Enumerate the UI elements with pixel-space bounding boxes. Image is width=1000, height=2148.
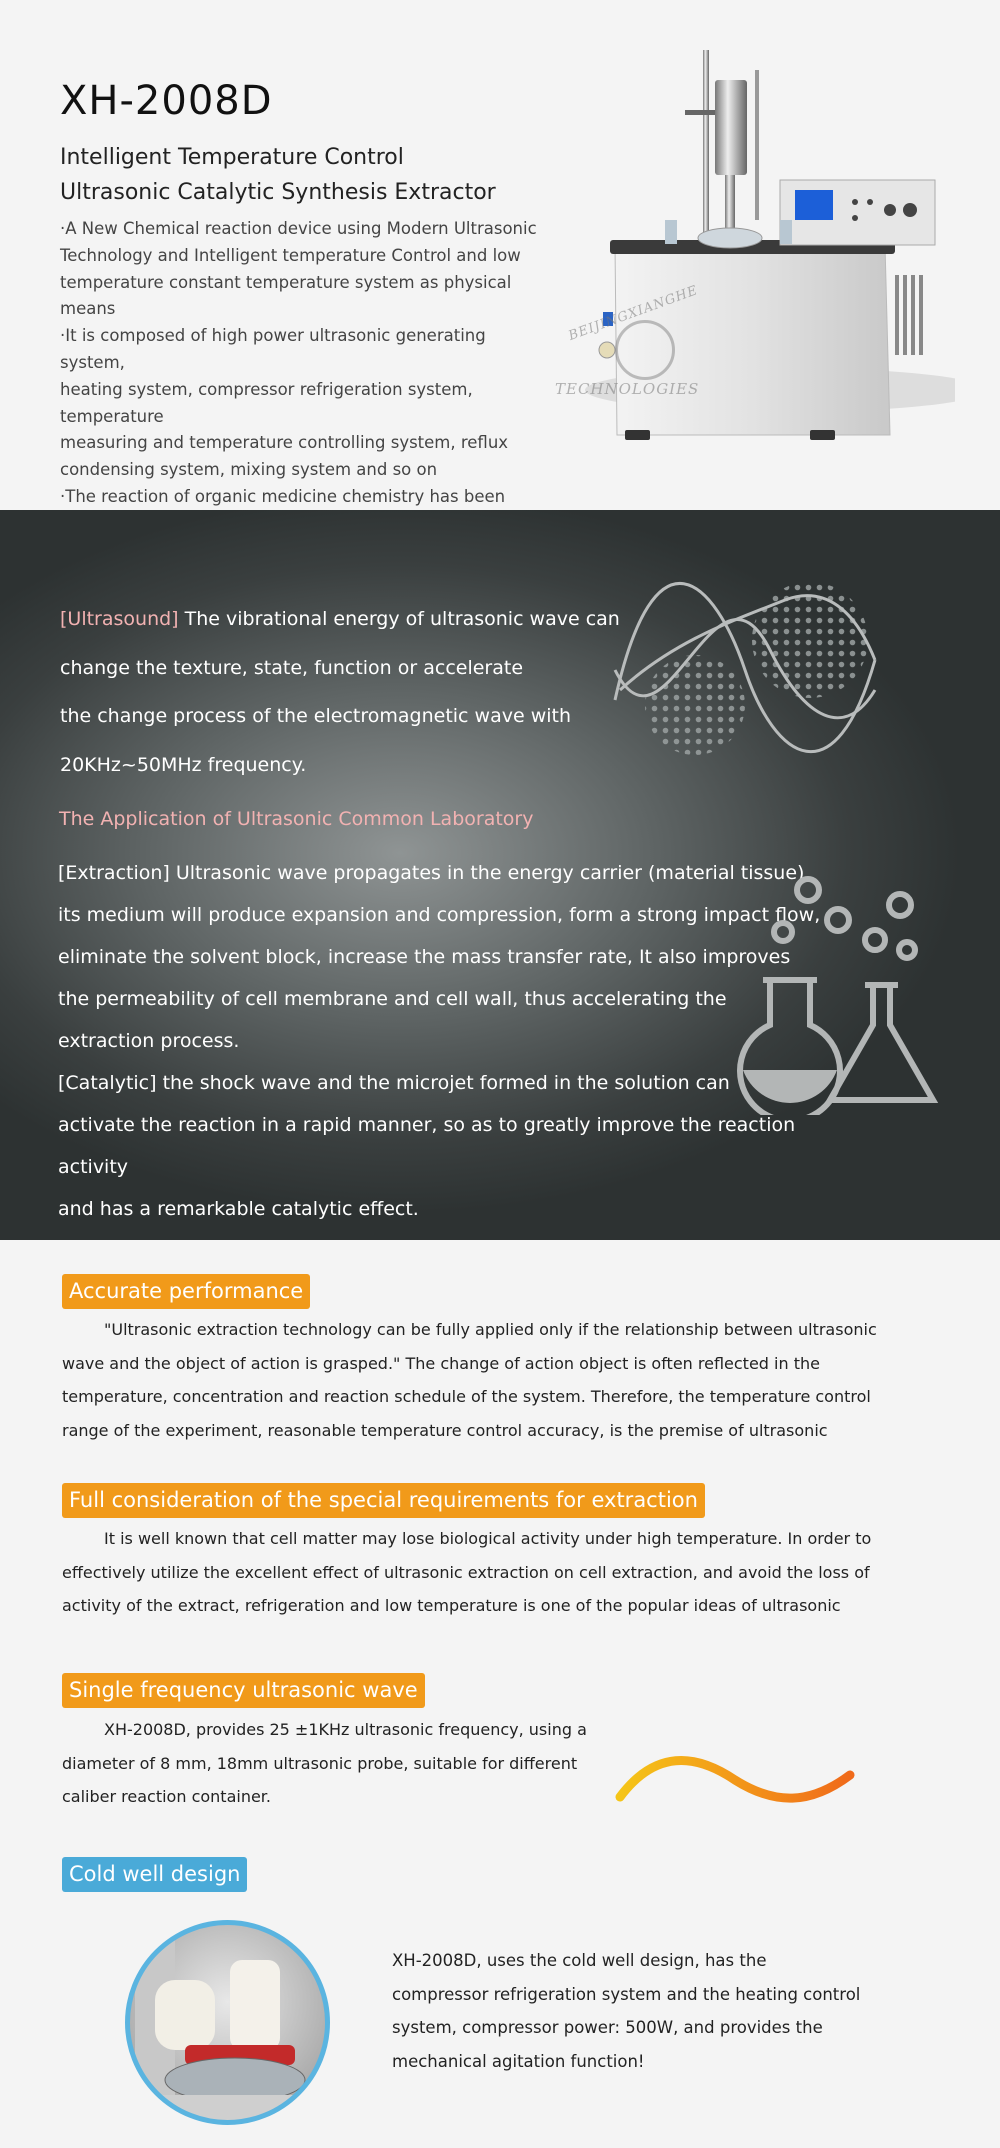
paragraph-text: XH-2008D, uses the cold well design, has the	[392, 1951, 767, 1970]
bullet-line: condensing system, mixing system and so on	[60, 460, 438, 480]
application-line: its medium will produce expansion and compression, form a strong impact flow,	[58, 904, 821, 926]
special-requirements-paragraph	[62, 1522, 871, 1623]
bullet-line: ·A New Chemical reaction device using Modern Ultrasonic	[60, 219, 537, 238]
subtitle-line: Intelligent Temperature Control	[60, 145, 404, 170]
subtitle-line: Ultrasonic Catalytic Synthesis Extractor	[60, 180, 496, 205]
paragraph-line: mechanical agitation function!	[392, 2051, 645, 2071]
watermark-logo	[555, 283, 725, 410]
application-line: the permeability of cell membrane and cell wall, thus accelerating the	[58, 988, 727, 1010]
ultrasound-info-section	[0, 510, 1000, 1240]
paragraph-line	[392, 1944, 862, 1978]
bullet-line: ·It is composed of high power ultrasonic generating system,	[60, 326, 486, 372]
watermark-top-text: BEIJINGXIANGHE	[566, 283, 701, 344]
application-paragraph	[58, 852, 848, 1230]
single-frequency-paragraph	[62, 1713, 587, 1814]
paragraph-line	[62, 1313, 877, 1347]
paragraph-line	[62, 1713, 587, 1747]
paragraph-line	[62, 1522, 871, 1556]
paragraph-line: temperature, concentration and reaction schedule of the system. Therefore, the temperature control	[62, 1387, 871, 1406]
accurate-performance-paragraph	[62, 1313, 877, 1447]
ultrasound-line: 20KHz~50MHz frequency.	[60, 753, 307, 776]
watermark-circle-icon	[615, 320, 675, 380]
ultrasound-line: change the texture, state, function or accelerate	[60, 656, 524, 679]
application-line: eliminate the solvent block, increase the mass transfer rate, It also improves	[58, 946, 791, 968]
sound-wave-icon	[605, 560, 885, 790]
paragraph-line: effectively utilize the excellent effect of ultrasonic extraction on cell extraction, and avoid the loss of	[62, 1562, 870, 1582]
application-line: [Extraction] Ultrasonic wave propagates in the energy carrier (material tissue),	[58, 862, 811, 884]
paragraph-line: system, compressor power: 500W, and provides the	[392, 2018, 823, 2037]
cold-well-image	[125, 1920, 330, 2125]
product-model: XH-2008D	[60, 78, 273, 124]
special-requirements-badge: Full consideration of the special requirements for extraction	[62, 1483, 705, 1518]
frequency-wave-icon	[615, 1745, 855, 1825]
paragraph-text: "Ultrasonic extraction technology can be fully applied only if the relationship between ultrasonic	[104, 1320, 877, 1339]
paragraph-line: wave and the object of action is grasped." The change of action object is often reflected in the	[62, 1353, 820, 1373]
paragraph-text: It is well known that cell matter may lose biological activity under high temperature. In order to	[104, 1529, 872, 1548]
application-line: and has a remarkable catalytic effect.	[58, 1198, 419, 1220]
watermark-bottom-text: TECHNOLOGIES	[555, 380, 700, 398]
application-title: The Application of Ultrasonic Common Laboratory	[59, 808, 534, 830]
product-subtitle	[60, 140, 496, 210]
ultrasound-line: the change process of the electromagnetic wave with	[60, 705, 572, 727]
bullet-line: heating system, compressor refrigeration system, temperature	[60, 379, 473, 426]
ultrasound-line	[60, 595, 620, 644]
paragraph-line: compressor refrigeration system and the heating control	[392, 1984, 861, 2004]
ultrasound-paragraph	[60, 595, 620, 789]
cold-well-badge: Cold well design	[62, 1857, 247, 1892]
paragraph-line: caliber reaction container.	[62, 1787, 271, 1806]
bullet-line: temperature constant temperature system as physical means	[60, 272, 512, 319]
flask-icon	[735, 875, 965, 1115]
application-line: extraction process.	[58, 1030, 240, 1052]
paragraph-text: XH-2008D, provides 25 ±1KHz ultrasonic frequency, using a	[104, 1720, 587, 1739]
single-frequency-badge: Single frequency ultrasonic wave	[62, 1673, 425, 1708]
ultrasound-tag: [Ultrasound]	[60, 608, 179, 630]
bullet-line: measuring and temperature controlling system, reflux	[60, 433, 509, 453]
application-line: activate the reaction in a rapid manner, so as to greatly improve the reaction activity	[58, 1114, 796, 1178]
ultrasound-line-rest: The vibrational energy of ultrasonic wave can	[178, 608, 620, 630]
hero-section	[0, 0, 1000, 510]
bullet-line: ·The reaction of organic medicine chemistry has been	[60, 486, 506, 506]
cold-well-paragraph	[392, 1944, 862, 2078]
accurate-performance-badge: Accurate performance	[62, 1274, 310, 1309]
paragraph-line: diameter of 8 mm, 18mm ultrasonic probe, suitable for different	[62, 1753, 578, 1773]
paragraph-line: activity of the extract, refrigeration and low temperature is one of the popular ideas of ultrasonic	[62, 1596, 841, 1615]
application-line: [Catalytic] the shock wave and the microjet formed in the solution can	[58, 1072, 730, 1094]
bullet-line: Technology and Intelligent temperature Control and low	[60, 245, 521, 265]
paragraph-line: range of the experiment, reasonable temperature control accuracy, is the premise of ultrasonic	[62, 1420, 828, 1440]
